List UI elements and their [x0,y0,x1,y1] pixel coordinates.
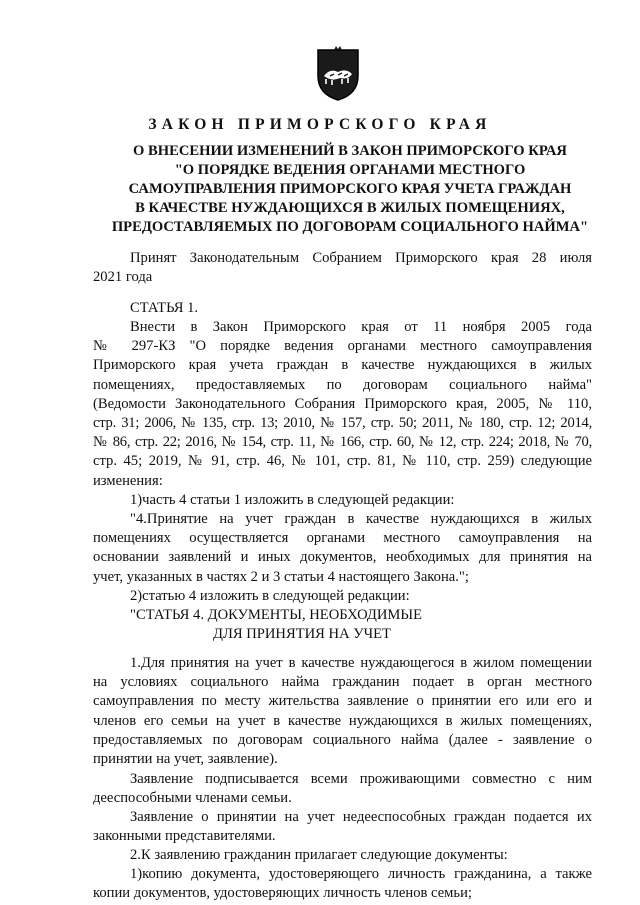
article-1-heading: СТАТЬЯ 1. [130,300,199,316]
paragraph-line: на условиях социального найма гражданин подает в орган местного [93,674,592,691]
quote-line: помещениях осуществляется органами местного самоуправления на [93,530,592,547]
article-4-heading-line-1: "СТАТЬЯ 4. ДОКУМЕНТЫ, НЕОБХОДИМЫЕ [130,607,422,623]
paragraph-line: принятии на учет, заявление). [93,750,278,767]
paragraph-line: законными представителями. [93,828,276,845]
intro-line: изменения: [93,472,163,489]
intro-line: Приморского края учета граждан в качестве нуждающихся в жилых [93,357,592,374]
subtitle-line: САМОУПРАВЛЕНИЯ ПРИМОРСКОГО КРАЯ УЧЕТА ГРАЖДАН [128,181,572,197]
paragraph-line: самоуправления по месту жительства заявление о принятии его или его и [93,693,592,710]
intro-line: помещениях, предоставляемых по договорам социального найма" [93,376,592,393]
adoption-note [93,249,592,287]
subtitle-line: О ВНЕСЕНИИ ИЗМЕНЕНИЙ В ЗАКОН ПРИМОРСКОГО КРАЯ [133,143,567,159]
amendment-item-2: 2)статью 4 изложить в следующей редакции: [130,588,410,604]
amendment-item-1-text [93,510,592,587]
paragraph-line: предоставляемых по договорам социального найма (далее - заявление о [93,731,592,748]
article-1-intro [93,318,592,491]
article-4-paragraph-2 [93,770,592,808]
intro-line: № 297-КЗ "О порядке ведения органами местного самоуправления [93,338,592,355]
quote-line: учет, указанных в частях 2 и 3 статьи 4 настоящего Закона."; [93,568,469,585]
paragraph-line: Заявление о принятии на учет недееспособных граждан подается их [130,809,592,825]
paragraph-line: Заявление подписывается всеми проживающими совместно с ним [130,771,592,787]
adoption-line: 2021 года [93,269,153,286]
paragraph-line: 1.Для принятия на учет в качестве нуждающегося в жилом помещении [130,655,592,671]
coat-of-arms-emblem [314,46,362,102]
intro-line: № 86, стр. 22; 2016, № 154, стр. 11, № 166, стр. 60, № 12, стр. 224; 2018, № 70, [93,434,592,451]
quote-line: "4.Принятие на учет граждан в качестве нуждающихся в жилых [130,511,592,527]
article-4-heading-line-2: ДЛЯ ПРИНЯТИЯ НА УЧЕТ [213,626,391,642]
article-4-paragraph-3 [93,808,592,846]
amendment-item-1: 1)часть 4 статьи 1 изложить в следующей редакции: [130,492,455,508]
subtitle-line: В КАЧЕСТВЕ НУЖДАЮЩИХСЯ В ЖИЛЫХ ПОМЕЩЕНИЯХ, [135,200,565,216]
quote-line: основании заявлений и иных документов, необходимых для принятия на [93,549,592,566]
subtitle-line: ПРЕДОСТАВЛЯЕМЫХ ПО ДОГОВОРАМ СОЦИАЛЬНОГО НАЙМА" [111,219,589,235]
intro-line: стр. 31; 2006, № 135, стр. 13; 2010, № 157, стр. 50; 2011, № 180, стр. 12; 2014, [93,414,592,431]
article-4-paragraph-5 [93,865,592,903]
intro-line: (Ведомости Законодательного Собрания Приморского края, 2005, № 110, [93,395,592,412]
law-title: ЗАКОН ПРИМОРСКОГО КРАЯ [148,116,492,133]
adoption-line: Принят Законодательным Собранием Приморского края 28 июля [130,250,592,266]
paragraph-line: членов его семьи на учет в качестве нуждающихся в жилых помещениях, [93,712,592,729]
intro-line: Внести в Закон Приморского края от 11 ноября 2005 года [130,319,592,335]
subtitle-line: "О ПОРЯДКЕ ВЕДЕНИЯ ОРГАНАМИ МЕСТНОГО [174,162,526,178]
article-4-paragraph-1 [93,654,592,769]
paragraph-line: 1)копию документа, удостоверяющего личность гражданина, а также [130,866,592,882]
law-subtitle [60,142,640,237]
intro-line: стр. 45; 2019, № 91, стр. 46, № 101, стр. 81, № 110, стр. 259) следующие [93,453,592,470]
article-4-paragraph-4: 2.К заявлению гражданин прилагает следующие документы: [130,847,508,863]
paragraph-line: копии документов, удостоверяющих личность членов семьи; [93,885,472,902]
paragraph-line: дееспособными членами семьи. [93,790,292,807]
